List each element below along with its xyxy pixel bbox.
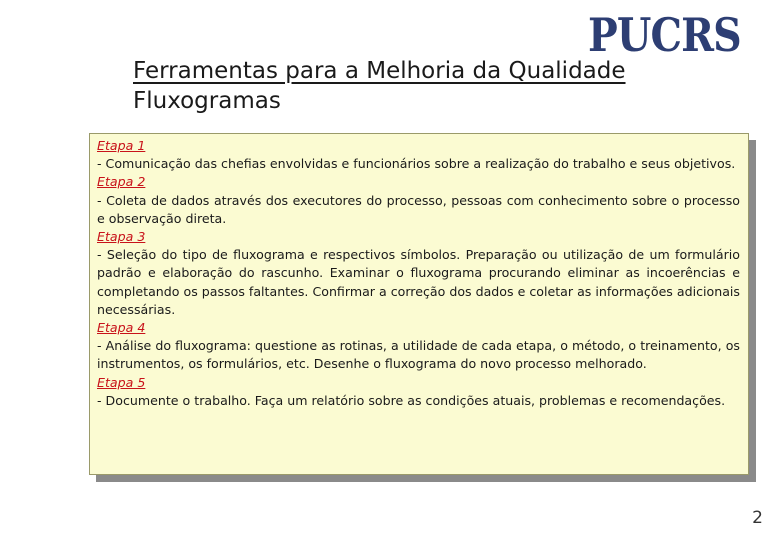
step-3-label: Etapa 3 [97, 229, 146, 245]
step-1-text: - Comunicação das chefias envolvidas e funcionários sobre a realização do trabalho e seus objetivos. [97, 156, 736, 172]
step-2-label: Etapa 2 [97, 174, 146, 190]
title-line-2: Fluxogramas [133, 88, 281, 114]
step-5-label: Etapa 5 [97, 374, 146, 390]
pucrs-logo: PUCRS [588, 8, 741, 62]
step-4-label: Etapa 4 [97, 320, 146, 336]
step-3-text: - Seleção do tipo de fluxograma e respectivos símbolos. Preparação ou utilização de um formulário padrão e elaboração do rascunho. Examinar o fluxograma procurando eliminar as incoerências e completando os passos faltantes. Confirmar a correção dos dados e coletar as informações adicionais necessárias. [97, 247, 740, 317]
step-4-text: - Análise do fluxograma: questione as rotinas, a utilidade de cada etapa, o método, o treinamento, os instrumentos, os formulários, etc. Desenhe o fluxograma do novo processo melhorado. [97, 338, 740, 372]
title-line-1: Ferramentas para a Melhoria da Qualidade [133, 58, 626, 84]
step-5-text: - Documente o trabalho. Faça um relatório sobre as condições atuais, problemas e recomendações. [97, 392, 726, 408]
content-box [89, 133, 749, 475]
page-number: 2 [752, 508, 763, 528]
slide-title [133, 56, 626, 116]
step-2-text: - Coleta de dados através dos executores do processo, pessoas com conhecimento sobre o processo e observação direta. [97, 192, 740, 226]
step-1-label: Etapa 1 [97, 138, 146, 153]
